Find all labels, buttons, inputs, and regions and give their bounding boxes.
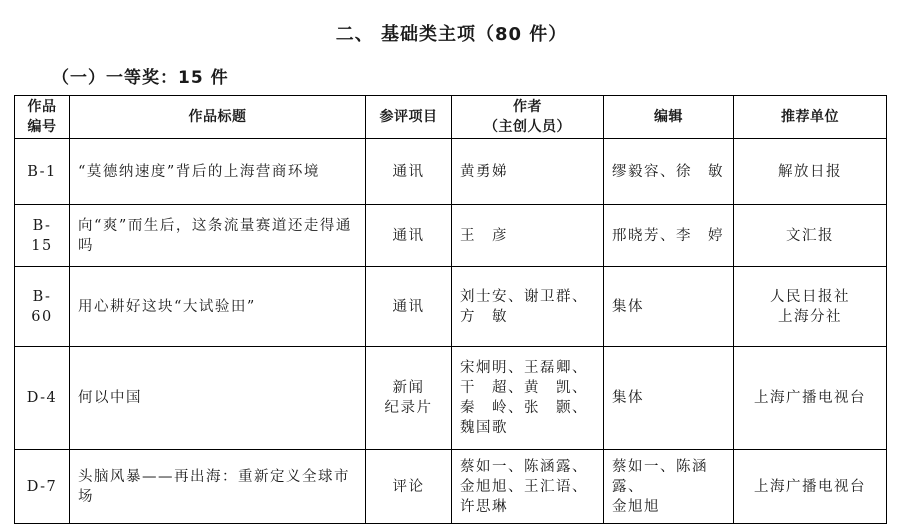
cell-unit	[734, 450, 887, 524]
cell-unit-line: 人民日报社	[770, 288, 850, 305]
table-row	[15, 267, 887, 347]
cell-title	[70, 347, 366, 450]
cell-author	[452, 205, 604, 267]
table-row	[15, 347, 887, 450]
cell-title-line: 用心耕好这块“大试验田”	[78, 298, 256, 315]
cell-unit-line: 文汇报	[786, 227, 834, 244]
cell-author	[452, 139, 604, 205]
cell-title	[70, 267, 366, 347]
cell-id: B-60	[15, 267, 70, 347]
header-title: 作品标题	[70, 96, 366, 139]
cell-title-line: 向“爽”而生后，这条流量赛道还走得通	[78, 217, 352, 234]
cell-category	[366, 205, 452, 267]
cell-category-line: 纪录片	[384, 400, 433, 416]
table-body	[15, 139, 887, 524]
cell-category	[366, 267, 452, 347]
cell-author-line: 秦 岭、张 颢、	[460, 400, 588, 416]
cell-unit-line: 上海广播电视台	[754, 478, 866, 495]
cell-category-line: 通讯	[392, 227, 425, 244]
header-author: 作者 （主创人员）	[452, 96, 604, 139]
cell-editor	[604, 139, 734, 205]
header-category: 参评项目	[366, 96, 452, 139]
cell-id: B-15	[15, 205, 70, 267]
cell-author-line: 蔡如一、陈涵露、	[460, 458, 588, 475]
cell-unit	[734, 205, 887, 267]
header-unit: 推荐单位	[734, 96, 887, 139]
cell-id: D-7	[15, 450, 70, 524]
cell-author-line: 王 彦	[460, 227, 508, 244]
cell-unit	[734, 139, 887, 205]
header-id: 作品 编号	[15, 96, 70, 139]
cell-category	[366, 347, 452, 450]
table-row	[15, 205, 887, 267]
cell-editor	[604, 450, 734, 524]
cell-editor	[604, 267, 734, 347]
cell-author-line: 金旭旭、王汇语、	[460, 478, 588, 495]
cell-author	[452, 267, 604, 347]
header-row	[15, 96, 887, 139]
cell-author	[452, 450, 604, 524]
table-header	[15, 96, 887, 139]
cell-editor-line: 集体	[612, 298, 644, 315]
cell-unit-line: 上海分社	[778, 308, 842, 325]
section-title: 二、 基础类主项（80 件）	[335, 24, 568, 45]
cell-editor	[604, 347, 734, 450]
cell-author-line: 许思琳	[460, 498, 508, 515]
subsection-title: （一）一等奖：15 件	[52, 68, 229, 88]
cell-unit-line: 上海广播电视台	[754, 390, 866, 406]
cell-editor	[604, 205, 734, 267]
cell-category-line: 评论	[392, 478, 425, 495]
cell-id: B-1	[15, 139, 70, 205]
cell-title-line: 吗	[78, 237, 94, 254]
cell-title-line: 头脑风暴——再出海：重新定义全球市场	[78, 468, 350, 505]
cell-category	[366, 450, 452, 524]
award-table	[14, 95, 887, 524]
cell-author	[452, 347, 604, 450]
cell-category-line: 通讯	[392, 163, 425, 180]
cell-author-line: 方 敏	[460, 308, 508, 325]
header-editor: 编辑	[604, 96, 734, 139]
cell-author-line: 宋炯明、王磊卿、	[460, 360, 588, 376]
cell-editor-line: 金旭旭	[612, 498, 660, 515]
cell-author-line: 刘士安、谢卫群、	[460, 288, 588, 305]
cell-author-line: 干 超、黄 凯、	[460, 380, 588, 396]
cell-title-line: “莫德纳速度”背后的上海营商环境	[78, 163, 320, 180]
cell-unit	[734, 267, 887, 347]
cell-category	[366, 139, 452, 205]
cell-category-line: 新闻	[392, 380, 425, 396]
cell-id: D-4	[15, 347, 70, 450]
table-row	[15, 139, 887, 205]
cell-title	[70, 205, 366, 267]
cell-author-line: 黄勇娣	[460, 163, 508, 180]
cell-editor-line: 缪毅容、徐 敏	[612, 163, 724, 180]
cell-title-line: 何以中国	[78, 390, 142, 406]
cell-title	[70, 450, 366, 524]
cell-unit-line: 解放日报	[778, 163, 842, 180]
cell-editor-line: 蔡如一、陈涵露、	[612, 458, 708, 495]
table-row	[15, 450, 887, 524]
cell-author-line: 魏国歌	[460, 420, 508, 436]
cell-unit	[734, 347, 887, 450]
cell-editor-line: 集体	[612, 390, 644, 406]
cell-editor-line: 邢晓芳、李 婷	[612, 227, 724, 244]
cell-title	[70, 139, 366, 205]
cell-category-line: 通讯	[392, 298, 425, 315]
